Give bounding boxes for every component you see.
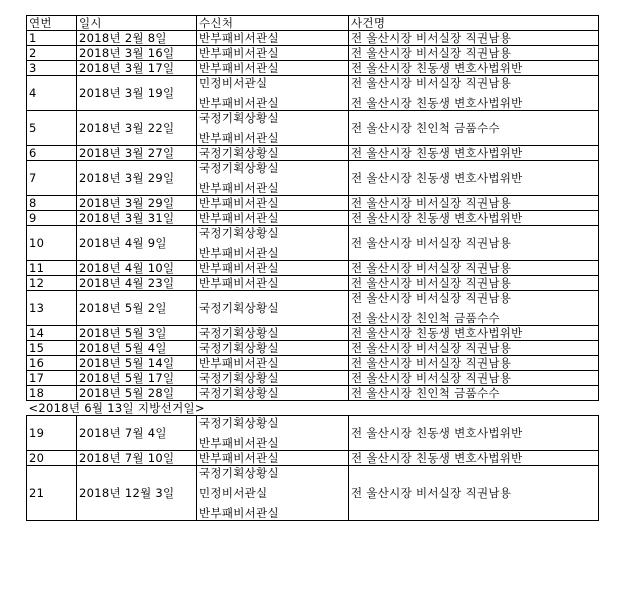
recipient-office: 국정기획상황실 bbox=[199, 111, 279, 125]
row-number: 1 bbox=[27, 31, 77, 46]
table-row bbox=[27, 161, 599, 196]
row-number: 9 bbox=[27, 211, 77, 226]
row-date: 2018년 4월 10일 bbox=[77, 261, 197, 276]
row-cases bbox=[349, 341, 599, 356]
table-row bbox=[27, 31, 599, 46]
row-recipients bbox=[197, 261, 349, 276]
recipient-office: 반부패비서관실 bbox=[199, 46, 279, 60]
row-cases bbox=[349, 451, 599, 466]
recipient-office: 반부패비서관실 bbox=[199, 211, 279, 225]
row-date: 2018년 7월 4일 bbox=[77, 416, 197, 451]
row-number: 15 bbox=[27, 341, 77, 356]
row-recipients bbox=[197, 371, 349, 386]
recipient-office: 국정기획상황실 bbox=[199, 326, 279, 340]
row-number: 2 bbox=[27, 46, 77, 61]
recipient-office: 반부패비서관실 bbox=[199, 61, 279, 75]
table-row bbox=[27, 371, 599, 386]
row-recipients bbox=[197, 326, 349, 341]
row-date: 2018년 5월 4일 bbox=[77, 341, 197, 356]
table-row bbox=[27, 416, 599, 451]
row-recipients bbox=[197, 416, 349, 451]
row-number: 7 bbox=[27, 161, 77, 196]
row-number: 10 bbox=[27, 226, 77, 261]
header-cell-case: 사건명 bbox=[349, 16, 599, 31]
row-cases bbox=[349, 326, 599, 341]
row-number: 20 bbox=[27, 451, 77, 466]
row-recipients bbox=[197, 226, 349, 261]
row-number: 14 bbox=[27, 326, 77, 341]
header-cell-no: 연번 bbox=[27, 16, 77, 31]
recipient-office: 국정기획상황실 bbox=[199, 301, 279, 315]
table-row bbox=[27, 76, 599, 111]
case-name: 전 울산시장 친동생 변호사법위반 bbox=[351, 171, 523, 185]
row-recipients bbox=[197, 356, 349, 371]
table-row bbox=[27, 261, 599, 276]
recipient-office: 반부패비서관실 bbox=[199, 246, 279, 260]
recipient-office: 반부패비서관실 bbox=[199, 451, 279, 465]
table-row bbox=[27, 196, 599, 211]
case-name: 전 울산시장 비서실장 직권남용 bbox=[351, 31, 512, 45]
recipient-office: 국정기획상황실 bbox=[199, 371, 279, 385]
case-name: 전 울산시장 친동생 변호사법위반 bbox=[351, 146, 523, 160]
recipient-office: 반부패비서관실 bbox=[199, 181, 279, 195]
recipient-office: 반부패비서관실 bbox=[199, 436, 279, 450]
row-date: 2018년 5월 2일 bbox=[77, 291, 197, 326]
row-date: 2018년 3월 16일 bbox=[77, 46, 197, 61]
case-name: 전 울산시장 친동생 변호사법위반 bbox=[351, 451, 523, 465]
row-cases bbox=[349, 31, 599, 46]
row-recipients bbox=[197, 31, 349, 46]
row-recipients bbox=[197, 451, 349, 466]
case-name: 전 울산시장 비서실장 직권남용 bbox=[351, 196, 512, 210]
row-recipients bbox=[197, 111, 349, 146]
case-name: 전 울산시장 비서실장 직권남용 bbox=[351, 371, 512, 385]
table-row bbox=[27, 276, 599, 291]
table-row bbox=[27, 341, 599, 356]
recipient-office: 반부패비서관실 bbox=[199, 131, 279, 145]
row-date: 2018년 5월 14일 bbox=[77, 356, 197, 371]
table-row bbox=[27, 146, 599, 161]
row-cases bbox=[349, 276, 599, 291]
row-cases bbox=[349, 46, 599, 61]
row-date: 2018년 5월 28일 bbox=[77, 386, 197, 401]
recipient-office: 반부패비서관실 bbox=[199, 196, 279, 210]
row-date: 2018년 3월 27일 bbox=[77, 146, 197, 161]
document-table-container bbox=[26, 15, 598, 521]
election-day-note-row bbox=[27, 401, 599, 416]
row-date: 2018년 3월 31일 bbox=[77, 211, 197, 226]
row-date: 2018년 3월 19일 bbox=[77, 76, 197, 111]
row-cases bbox=[349, 76, 599, 111]
case-name: 전 울산시장 친동생 변호사법위반 bbox=[351, 426, 523, 440]
report-table bbox=[26, 15, 599, 521]
row-number: 16 bbox=[27, 356, 77, 371]
table-row bbox=[27, 291, 599, 326]
recipient-office: 반부패비서관실 bbox=[199, 31, 279, 45]
recipient-office: 반부패비서관실 bbox=[199, 261, 279, 275]
row-cases bbox=[349, 261, 599, 276]
row-number: 11 bbox=[27, 261, 77, 276]
case-name: 전 울산시장 친동생 변호사법위반 bbox=[351, 61, 523, 75]
row-cases bbox=[349, 61, 599, 76]
row-cases bbox=[349, 371, 599, 386]
recipient-office: 반부패비서관실 bbox=[199, 356, 279, 370]
case-name: 전 울산시장 친인척 금품수수 bbox=[351, 311, 500, 325]
recipient-office: 민정비서관실 bbox=[199, 486, 268, 500]
row-date: 2018년 5월 17일 bbox=[77, 371, 197, 386]
table-row bbox=[27, 356, 599, 371]
row-cases bbox=[349, 111, 599, 146]
recipient-office: 국정기획상황실 bbox=[199, 161, 279, 175]
row-number: 5 bbox=[27, 111, 77, 146]
recipient-office: 국정기획상황실 bbox=[199, 466, 279, 480]
row-number: 8 bbox=[27, 196, 77, 211]
row-recipients bbox=[197, 211, 349, 226]
row-recipients bbox=[197, 196, 349, 211]
table-row bbox=[27, 326, 599, 341]
row-recipients bbox=[197, 161, 349, 196]
case-name: 전 울산시장 비서실장 직권남용 bbox=[351, 486, 512, 500]
row-number: 18 bbox=[27, 386, 77, 401]
row-date: 2018년 4월 23일 bbox=[77, 276, 197, 291]
case-name: 전 울산시장 친인척 금품수수 bbox=[351, 121, 500, 135]
table-row bbox=[27, 226, 599, 261]
row-recipients bbox=[197, 61, 349, 76]
row-cases bbox=[349, 291, 599, 326]
case-name: 전 울산시장 비서실장 직권남용 bbox=[351, 356, 512, 370]
row-cases bbox=[349, 161, 599, 196]
row-cases bbox=[349, 146, 599, 161]
case-name: 전 울산시장 비서실장 직권남용 bbox=[351, 341, 512, 355]
row-number: 4 bbox=[27, 76, 77, 111]
case-name: 전 울산시장 비서실장 직권남용 bbox=[351, 236, 512, 250]
recipient-office: 국정기획상황실 bbox=[199, 386, 279, 400]
row-date: 2018년 3월 29일 bbox=[77, 161, 197, 196]
table-row bbox=[27, 386, 599, 401]
recipient-office: 반부패비서관실 bbox=[199, 96, 279, 110]
table-row bbox=[27, 451, 599, 466]
row-recipients bbox=[197, 291, 349, 326]
row-date: 2018년 7월 10일 bbox=[77, 451, 197, 466]
table-body bbox=[27, 31, 599, 521]
table-row bbox=[27, 61, 599, 76]
row-recipients bbox=[197, 466, 349, 521]
row-date: 2018년 3월 17일 bbox=[77, 61, 197, 76]
recipient-office: 민정비서관실 bbox=[199, 76, 268, 90]
row-cases bbox=[349, 386, 599, 401]
row-date: 2018년 12월 3일 bbox=[77, 466, 197, 521]
row-recipients bbox=[197, 76, 349, 111]
row-recipients bbox=[197, 386, 349, 401]
row-cases bbox=[349, 226, 599, 261]
row-number: 21 bbox=[27, 466, 77, 521]
row-date: 2018년 4월 9일 bbox=[77, 226, 197, 261]
row-cases bbox=[349, 196, 599, 211]
case-name: 전 울산시장 친동생 변호사법위반 bbox=[351, 96, 523, 110]
row-number: 12 bbox=[27, 276, 77, 291]
row-recipients bbox=[197, 146, 349, 161]
election-day-note: <2018년 6월 13일 지방선거일> bbox=[27, 401, 599, 416]
row-number: 13 bbox=[27, 291, 77, 326]
case-name: 전 울산시장 친동생 변호사법위반 bbox=[351, 326, 523, 340]
row-date: 2018년 3월 22일 bbox=[77, 111, 197, 146]
case-name: 전 울산시장 비서실장 직권남용 bbox=[351, 276, 512, 290]
row-date: 2018년 5월 3일 bbox=[77, 326, 197, 341]
table-row bbox=[27, 46, 599, 61]
header-cell-recipient: 수신처 bbox=[197, 16, 349, 31]
case-name: 전 울산시장 비서실장 직권남용 bbox=[351, 291, 512, 305]
row-recipients bbox=[197, 276, 349, 291]
row-number: 19 bbox=[27, 416, 77, 451]
row-date: 2018년 2월 8일 bbox=[77, 31, 197, 46]
case-name: 전 울산시장 친동생 변호사법위반 bbox=[351, 211, 523, 225]
recipient-office: 반부패비서관실 bbox=[199, 506, 279, 520]
row-date: 2018년 3월 29일 bbox=[77, 196, 197, 211]
row-number: 17 bbox=[27, 371, 77, 386]
recipient-office: 국정기획상황실 bbox=[199, 416, 279, 430]
row-cases bbox=[349, 416, 599, 451]
row-number: 3 bbox=[27, 61, 77, 76]
header-row bbox=[27, 16, 599, 31]
recipient-office: 반부패비서관실 bbox=[199, 276, 279, 290]
recipient-office: 국정기획상황실 bbox=[199, 146, 279, 160]
table-row bbox=[27, 211, 599, 226]
row-recipients bbox=[197, 46, 349, 61]
row-number: 6 bbox=[27, 146, 77, 161]
row-recipients bbox=[197, 341, 349, 356]
row-cases bbox=[349, 466, 599, 521]
case-name: 전 울산시장 비서실장 직권남용 bbox=[351, 76, 512, 90]
table-row bbox=[27, 111, 599, 146]
recipient-office: 국정기획상황실 bbox=[199, 226, 279, 240]
header-cell-date: 일시 bbox=[77, 16, 197, 31]
recipient-office: 국정기획상황실 bbox=[199, 341, 279, 355]
case-name: 전 울산시장 비서실장 직권남용 bbox=[351, 261, 512, 275]
case-name: 전 울산시장 비서실장 직권남용 bbox=[351, 46, 512, 60]
case-name: 전 울산시장 친인척 금품수수 bbox=[351, 386, 500, 400]
row-cases bbox=[349, 356, 599, 371]
row-cases bbox=[349, 211, 599, 226]
table-row bbox=[27, 466, 599, 521]
